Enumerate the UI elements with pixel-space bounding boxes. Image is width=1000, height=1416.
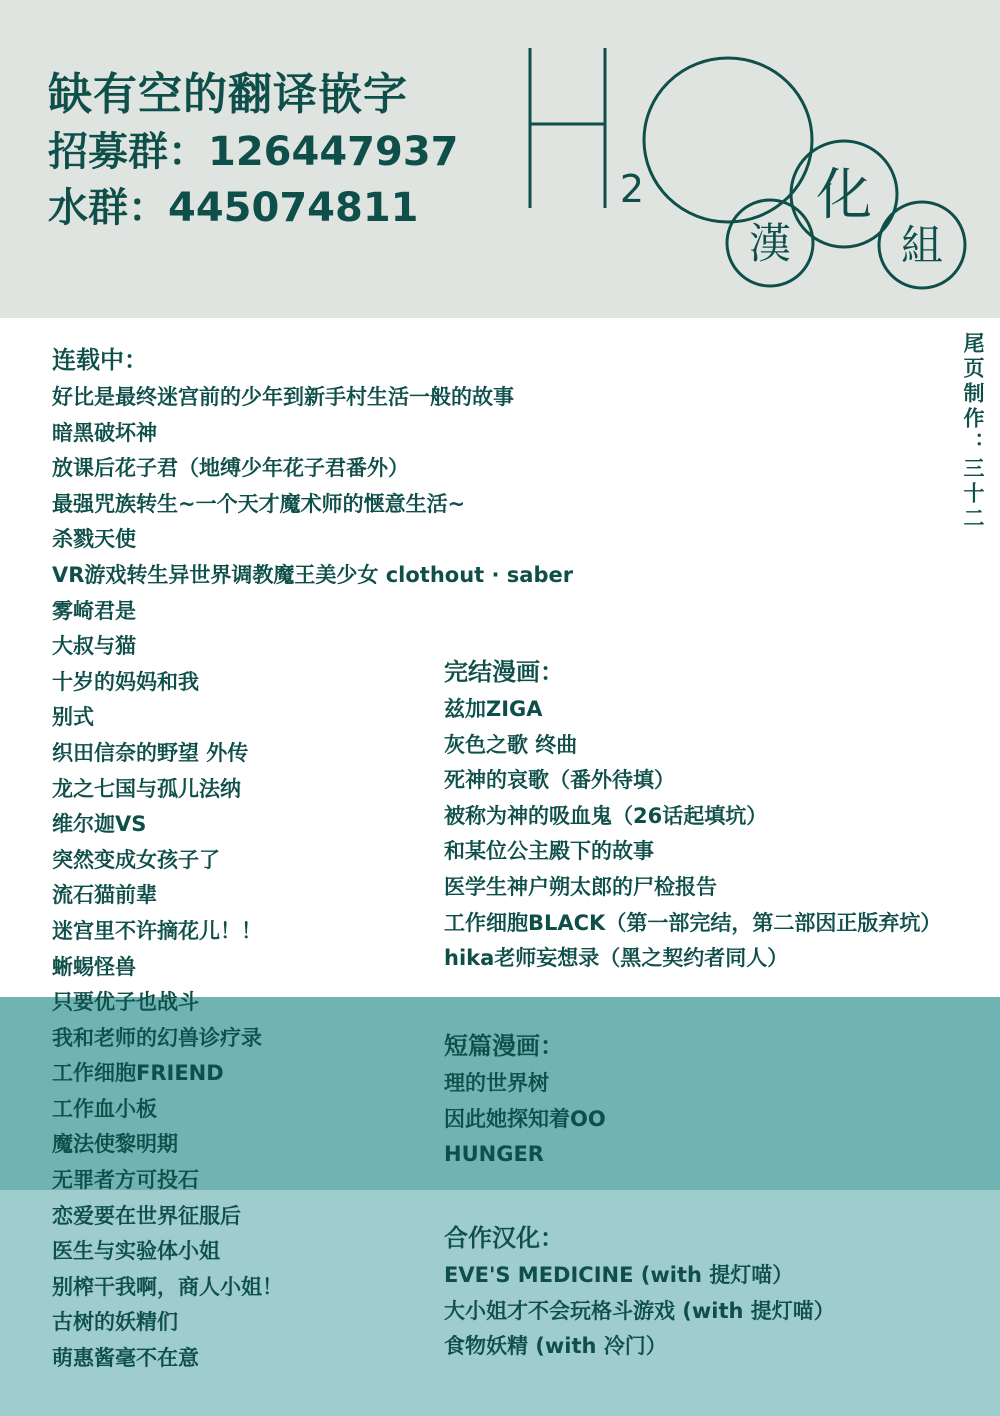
list-item: 因此她探知着OO: [444, 1106, 606, 1131]
serializing-heading: 连载中：: [52, 346, 148, 374]
recruit-title: 缺有空的翻译嵌字: [48, 69, 408, 120]
recruit-group-number: 招募群：126447937: [48, 129, 459, 175]
list-item: 别榨干我啊，商人小姐！: [52, 1274, 283, 1299]
list-item: 流石猫前辈: [52, 883, 157, 908]
list-item: 暗黑破坏神: [52, 420, 157, 445]
list-item: 龙之七国与孤儿法纳: [52, 776, 241, 801]
list-item: 兹加ZIGA: [444, 697, 543, 721]
logo-char-han: 漢: [748, 219, 792, 268]
list-item: 无罪者方可投石: [52, 1168, 199, 1193]
list-item: 突然变成女孩子了: [52, 847, 220, 872]
logo-char-zu: 組: [900, 221, 944, 270]
list-item: 织田信奈的野望 外传: [52, 740, 249, 765]
list-item: 医学生神户朔太郎的尸检报告: [444, 874, 717, 899]
list-item: 灰色之歌 终曲: [444, 732, 578, 757]
list-item: 恋爱要在世界征服后: [52, 1203, 241, 1228]
list-item: 维尔迦VS: [52, 812, 147, 837]
list-item: 迷宫里不许摘花儿！！: [52, 918, 262, 943]
list-item: 放课后花子君（地缚少年花子君番外）: [52, 456, 409, 481]
list-item: 大小姐才不会玩格斗游戏 (with 提灯喵）: [444, 1298, 835, 1323]
list-item: VR游戏转生异世界调教魔王美少女 clothout · saber: [52, 562, 574, 587]
list-item: 工作血小板: [52, 1096, 157, 1121]
list-item: 萌惠酱毫不在意: [52, 1346, 199, 1371]
short-manga-list: [444, 1026, 606, 1173]
list-item: 雾崎君是: [52, 598, 136, 623]
list-item: 最强咒族转生~一个天才魔术师的惬意生活~: [52, 491, 466, 516]
logo-char-hua: 化: [816, 163, 872, 228]
list-item: 理的世界树: [444, 1071, 549, 1095]
list-item: EVE'S MEDICINE (with 提灯喵）: [444, 1263, 794, 1287]
list-item: 别式: [52, 705, 94, 730]
list-item: 大叔与猫: [52, 634, 136, 659]
list-item: 被称为神的吸血鬼（26话起填坑）: [444, 803, 768, 828]
list-item: 医生与实验体小姐: [52, 1239, 220, 1264]
list-item: 只要优子也战斗: [52, 990, 199, 1015]
list-item: 魔法使黎明期: [52, 1132, 178, 1157]
list-item: HUNGER: [444, 1142, 544, 1167]
h2o-logo: [0, 0, 1000, 318]
logo-subscript-two: 2: [619, 167, 645, 211]
list-item: 古树的妖精们: [52, 1310, 178, 1335]
list-item: 和某位公主殿下的故事: [444, 839, 654, 864]
list-item: 好比是最终迷宫前的少年到新手村生活一般的故事: [52, 385, 514, 409]
collab-list: [444, 1218, 835, 1365]
list-item: 蜥蜴怪兽: [52, 954, 136, 979]
collab-heading: 合作汉化：: [444, 1224, 564, 1252]
completed-list: [444, 652, 941, 977]
list-item: 工作细胞BLACK（第一部完结，第二部因正版弃坑）: [444, 910, 942, 935]
list-item: 我和老师的幻兽诊疗录: [52, 1025, 262, 1050]
list-item: 十岁的妈妈和我: [52, 669, 199, 694]
list-item: hika老师妄想录（黑之契约者同人）: [444, 946, 789, 971]
credit-vertical-text: 尾页制作：三十二: [961, 332, 985, 532]
short-manga-heading: 短篇漫画：: [444, 1032, 564, 1060]
completed-heading: 完结漫画：: [444, 658, 564, 686]
chat-group-number: 水群：445074811: [48, 185, 419, 231]
list-item: 死神的哀歌（番外待填）: [444, 768, 675, 793]
list-item: 工作细胞FRIEND: [52, 1061, 224, 1086]
list-item: 食物妖精 (with 冷门）: [444, 1334, 667, 1359]
list-item: 杀戮天使: [52, 527, 136, 552]
